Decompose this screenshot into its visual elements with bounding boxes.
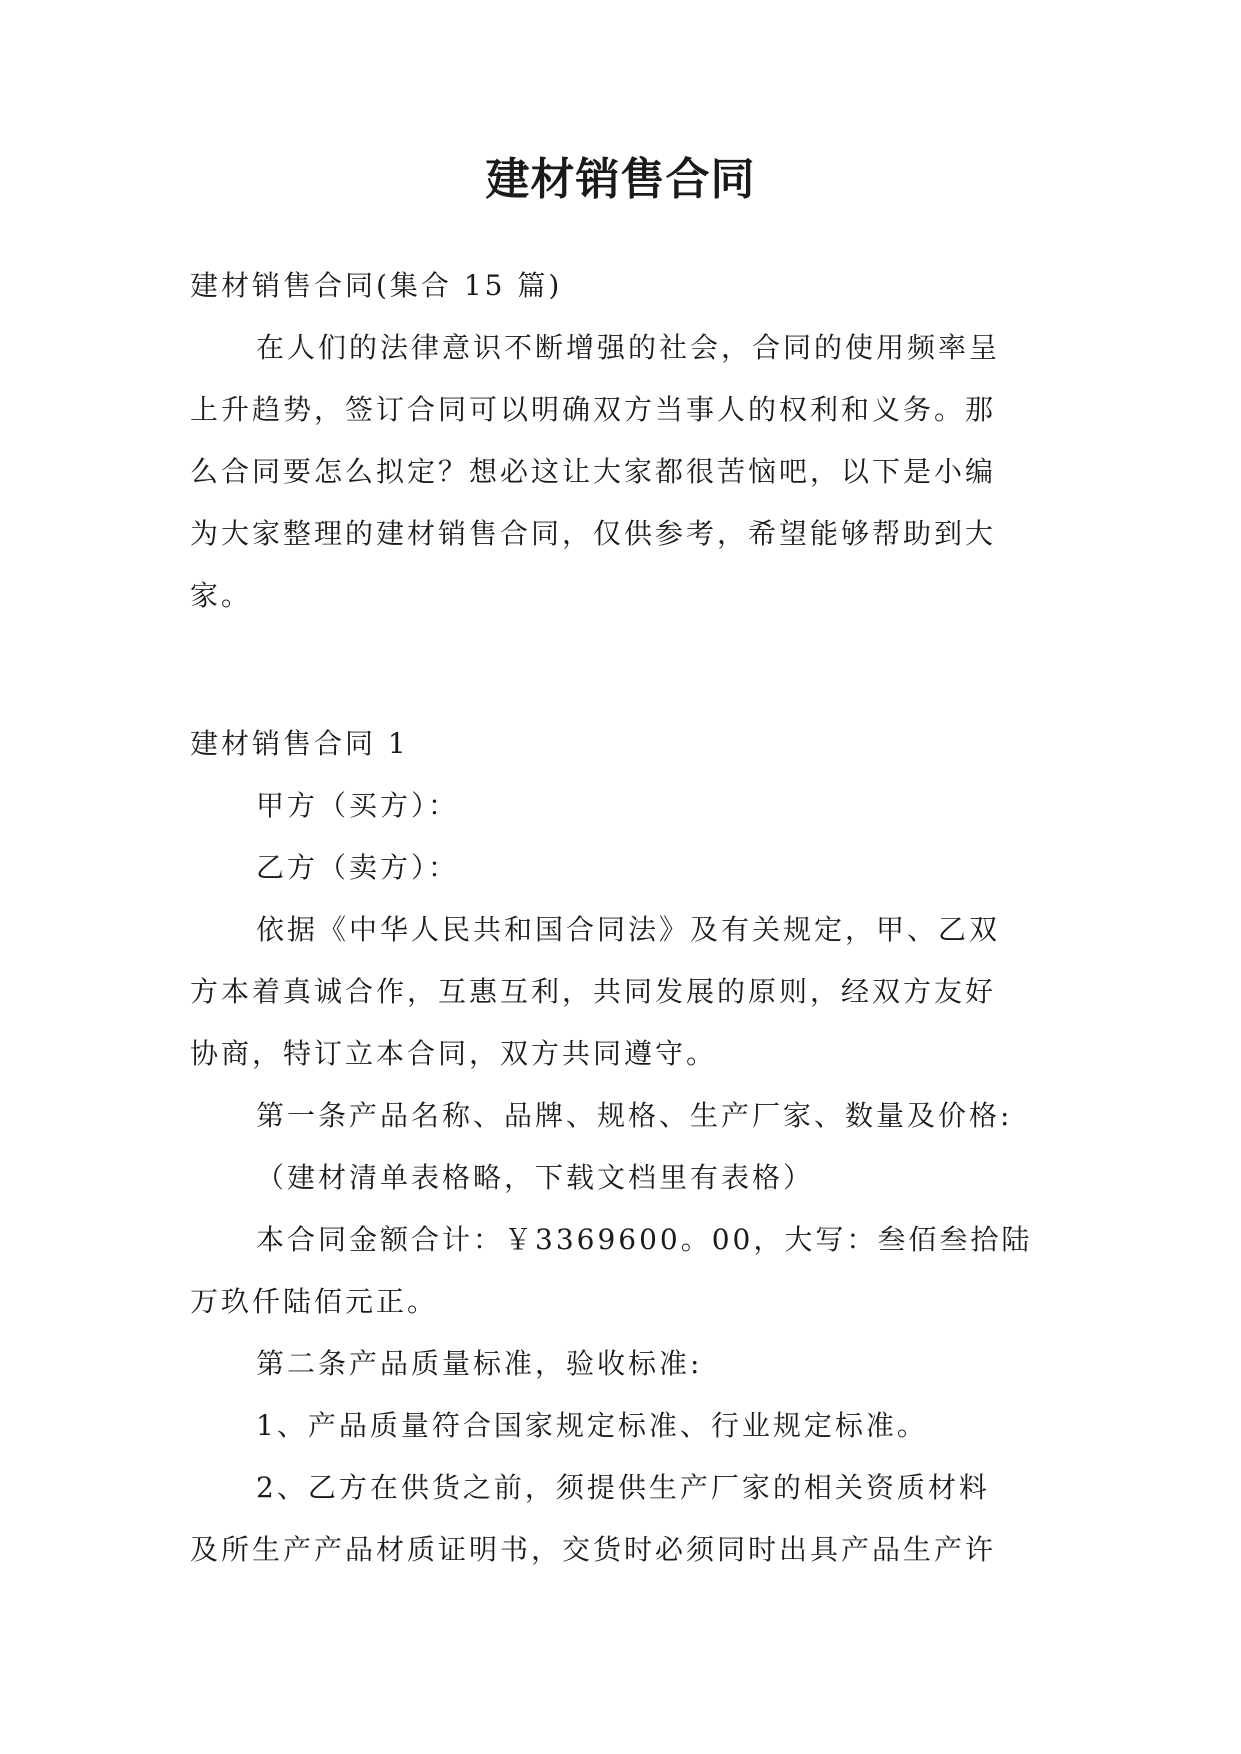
intro-line: 么合同要怎么拟定？想必这让大家都很苦恼吧，以下是小编: [190, 455, 997, 488]
intro-line: 在人们的法律意识不断增强的社会，合同的使用频率呈: [256, 331, 1001, 364]
party-b-label: 乙方（卖方）：: [256, 851, 460, 884]
amount-line: 万玖仟陆佰元正。: [190, 1285, 439, 1318]
intro-line: 上升趋势，签订合同可以明确双方当事人的权利和义务。那: [190, 393, 997, 426]
document-title: 建材销售合同: [485, 154, 756, 205]
article1-heading: 第一条产品名称、品牌、规格、生产厂家、数量及价格:: [256, 1099, 1013, 1132]
amount-line: 本合同金额合计：￥3369600。00，大写：叁佰叁拾陆: [256, 1223, 1033, 1256]
contract-section: [190, 713, 1050, 1581]
article2-heading: 第二条产品质量标准，验收标准:: [256, 1347, 703, 1380]
intro-block: [190, 255, 1050, 627]
section-heading: 建材销售合同 1: [190, 727, 409, 760]
article2-item-1: 1、产品质量符合国家规定标准、行业规定标准。: [256, 1409, 928, 1442]
basis-line: 方本着真诚合作，互惠互利，共同发展的原则，经双方友好: [190, 975, 997, 1008]
basis-line: 依据《中华人民共和国合同法》及有关规定，甲、乙双: [256, 913, 1001, 946]
party-a-label: 甲方（买方）：: [256, 789, 460, 822]
intro-line: 为大家整理的建材销售合同，仅供参考，希望能够帮助到大: [190, 517, 997, 550]
basis-line: 协商，特订立本合同，双方共同遵守。: [190, 1037, 718, 1070]
document-subtitle: 建材销售合同(集合 15 篇): [190, 269, 563, 302]
article1-note: （建材清单表格略，下载文档里有表格）: [256, 1161, 815, 1194]
article2-item-2-line: 2、乙方在供货之前，须提供生产厂家的相关资质材料: [256, 1471, 990, 1504]
intro-line: 家。: [190, 579, 253, 612]
article2-item-2-line: 及所生产产品材质证明书，交货时必须同时出具产品生产许: [190, 1533, 997, 1566]
